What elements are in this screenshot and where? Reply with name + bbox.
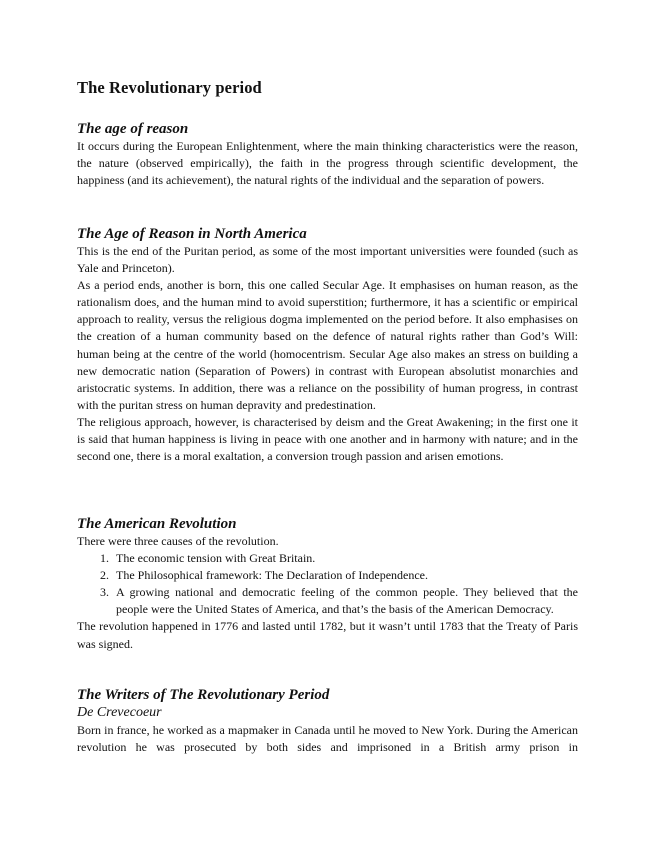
section-heading: The Writers of The Revolutionary Period — [77, 687, 330, 703]
paragraph: This is the end of the Puritan period, as some of the most important universities were founded (such as Yale and Princeton). — [77, 244, 578, 276]
subsection-heading: De Crevecoeur — [77, 705, 162, 720]
list-item-text: The Philosophical framework: The Declaration of Independence. — [116, 568, 428, 583]
section-heading: The age of reason — [77, 121, 189, 137]
list-item-text: The economic tension with Great Britain. — [116, 551, 316, 566]
page-title: The Revolutionary period — [77, 78, 262, 97]
paragraph: Born in france, he worked as a mapmaker in Canada until he moved to New York. During the American revolution he was prosecuted by both sides and imprisoned in a British army prison in — [77, 723, 578, 755]
paragraph: The revolution happened in 1776 and lasted until 1782, but it wasn’t until 1783 that the Treaty of Paris was signed. — [77, 619, 578, 651]
section-heading: The Age of Reason in North America — [77, 226, 307, 242]
list-item — [77, 550, 578, 567]
section-writers-revolutionary-period — [77, 686, 578, 756]
list-number: 3. — [100, 585, 109, 600]
section-age-of-reason — [77, 120, 578, 189]
section-age-of-reason-north-america — [77, 225, 578, 465]
section-heading: The American Revolution — [77, 516, 237, 532]
list-item — [77, 584, 578, 618]
list-number: 2. — [100, 568, 109, 583]
section-american-revolution — [77, 515, 578, 653]
paragraph: As a period ends, another is born, this one called Secular Age. It emphasises on human reason, as the rationalism does, and the human mind to avoid superstition; furthermore, it has a scientific or empirical approach to reality, versus the religious dogma implemented on the period before. It also emphasises on the creation of a human community based on the defence of natural rights rather than God’s Will: human being at the centre of the world (homocentrism. Secular Age also makes an stress on building a new democratic nation (Separation of Powers) in contrast with European absolutist monarchies and aristocratic systems. In addition, there was a reliance on the possibility of human progress, in contrast with the puritan stress on human depravity and predestination. — [77, 278, 578, 412]
list-item — [77, 567, 578, 584]
list-item-text: A growing national and democratic feeling of the common people. They believed that the people were the United States of America, and that’s the basis of the American Democracy. — [116, 585, 578, 617]
paragraph: The religious approach, however, is characterised by deism and the Great Awakening; in the first one it is said that human happiness is living in peace with one another and in harmony with nature; and in the second one, there is a moral exaltation, a conversion trough passion and arisen emotions. — [77, 414, 578, 464]
paragraph: It occurs during the European Enlightenment, where the main thinking characteristics were the reason, the nature (observed empirically), the faith in the progress through scientific development, the happiness (and its achievement), the natural rights of the individual and the separation of powers. — [77, 139, 578, 188]
list-number: 1. — [100, 551, 109, 566]
causes-list — [77, 550, 578, 618]
paragraph: There were three causes of the revolution. — [77, 534, 279, 548]
